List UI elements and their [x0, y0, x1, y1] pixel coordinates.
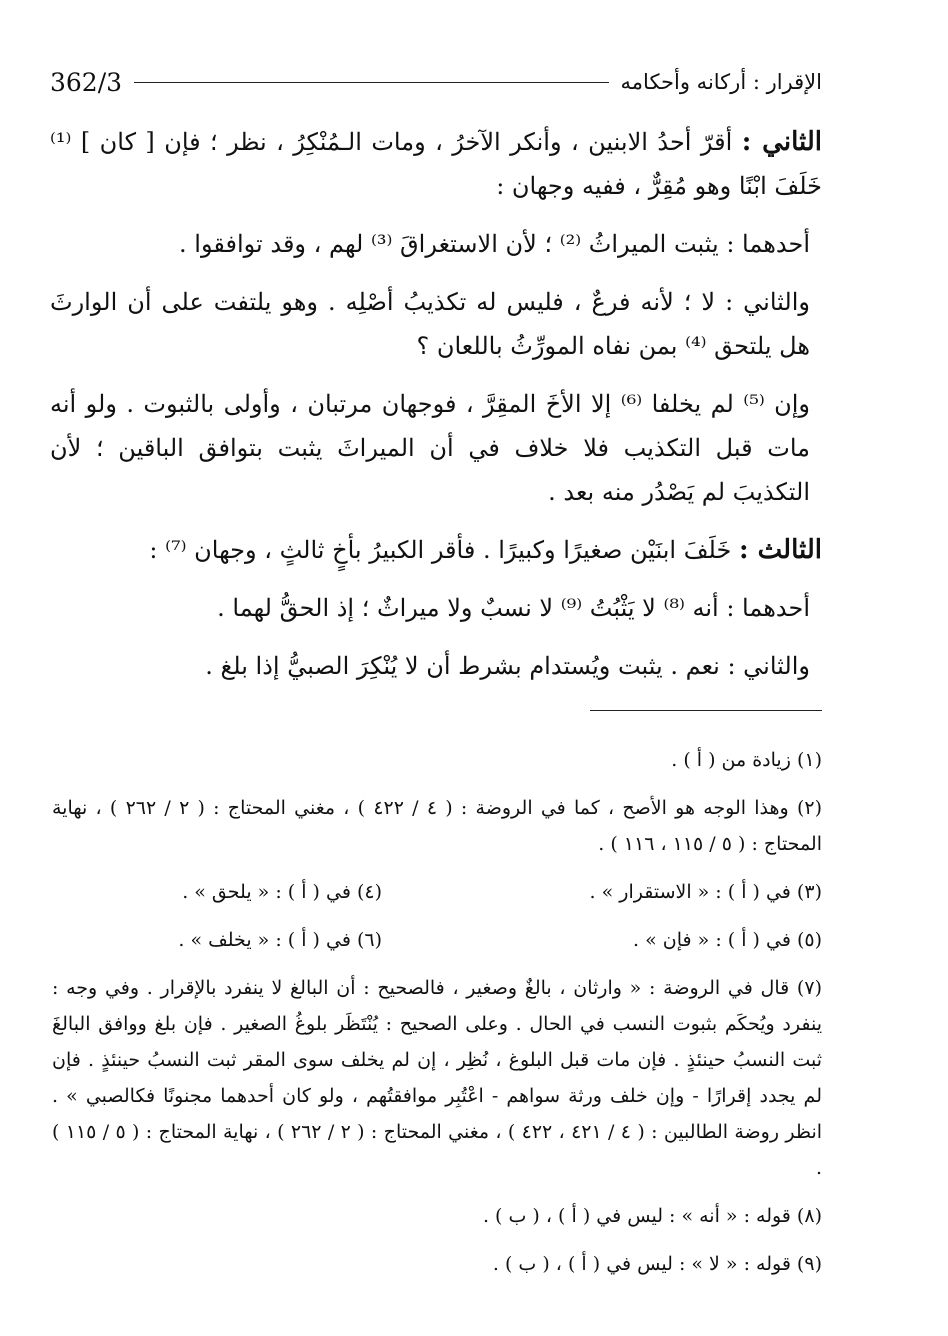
footnotes — [52, 742, 822, 1294]
main-text — [50, 120, 822, 702]
footnote-row-3-4 — [52, 874, 822, 910]
paragraph-third-first-view: أحدهما : أنه ⁽⁸⁾ لا يَثْبُتُ ⁽⁹⁾ لا نسبٌ ولا ميراثٌ ؛ إذ الحقُّ لهما . — [217, 594, 810, 622]
footnote-1: (١) زيادة من ( أ ) . — [671, 749, 822, 771]
paragraph-text: خَلَفَ ابنَيْن صغيرًا وكبيرًا . فأقر الكبيرُ بأخٍ ثالثٍ ، وجهان ⁽⁷⁾ : — [149, 536, 732, 564]
running-title: الإقرار : أركانه وأحكامه — [620, 70, 822, 94]
footnote-separator — [590, 710, 822, 711]
header-rule — [134, 82, 609, 83]
paragraph-second-view: والثاني : لا ؛ لأنه فرعٌ ، فليس له تكذيبُ أصْلِه . وهو يلتفت على أن الوارثَ هل يلتحق ⁽⁴⁾ بمن نفاه المورِّثُ باللعان ؟ — [50, 288, 810, 360]
footnote-row-5-6 — [52, 922, 822, 958]
section-lead-second: الثاني : — [741, 127, 822, 157]
footnote-7: (٧) قال في الروضة : « وارثان ، بالغٌ وصغير ، فالصحيح : أن البالغ لا ينفرد بالإقرار . وفي وجه : ينفرد ويُحكَم بثبوت النسب في الحال . وعلى الصحيح : يُنْتَظَر بلوغُ الصغير . فإن بلغ ووافق البالغَ ثبت النسبُ حينئذٍ . فإن مات قبل البلوغ ، نُظِر ، إن لم يخلف سوى المقر ثبت النسبُ حينئذٍ . فإن لم يجدد إقرارًا - وإن خلف ورثة سواهم - اعْتُبِر موافقتُهم ، ولو كان أحدهما مجنونًا فكالصبي » . انظر روضة الطالبين : ( ٤ / ٤٢١ ، ٤٢٢ ) ، مغني المحتاج : ( ٢ / ٢٦٢ ) ، نهاية المحتاج : ( ٥ / ١١٥ ) . — [52, 977, 823, 1179]
footnote-8: (٨) قوله : « أنه » : ليس في ( أ ) ، ( ب ) . — [482, 1205, 822, 1227]
paragraph-second-case — [50, 120, 822, 208]
paragraph-first-view: أحدهما : يثبت الميراثُ ⁽²⁾ ؛ لأن الاستغراقَ ⁽³⁾ لهم ، وقد توافقوا . — [179, 230, 810, 258]
footnote-2: (٢) وهذا الوجه هو الأصح ، كما في الروضة : ( ٤ / ٤٢٢ ) ، مغني المحتاج : ( ٢ / ٢٦٢ ) ، نهاية المحتاج : ( ٥ / ١١٥ ، ١١٦ ) . — [52, 797, 823, 855]
page-number: 362/3 — [50, 67, 123, 97]
footnote-9: (٩) قوله : « لا » : ليس في ( أ ) ، ( ب ) . — [492, 1253, 822, 1275]
paragraph-third-case — [50, 528, 822, 572]
footnote-6: (٦) في ( أ ) : « يخلف » . — [178, 929, 382, 951]
paragraph-text: أقرّ أحدُ الابنين ، وأنكر الآخرُ ، ومات الـمُنْكِرُ ، نظر ؛ فإن [ كان ] ⁽¹⁾ خَلَفَ ابْنًا وهو مُقِرٌّ ، ففيه وجهان : — [50, 128, 822, 200]
paragraph-if-not: وإن ⁽⁵⁾ لم يخلفا ⁽⁶⁾ إلا الأخَ المقِرَّ ، فوجهان مرتبان ، وأولى بالثبوت . ولو أنه مات قبل التكذيب فلا خلاف في أن الميراثَ يثبت بتوافق الباقين ؛ لأن التكذيبَ لم يَصْدُر منه بعد . — [50, 390, 811, 506]
footnote-5: (٥) في ( أ ) : « فإن » . — [633, 929, 822, 951]
footnote-4: (٤) في ( أ ) : « يلحق » . — [182, 881, 382, 903]
paragraph-third-second-view: والثاني : نعم . يثبت ويُستدام بشرط أن لا يُنْكِرَ الصبيُّ إذا بلغ . — [205, 652, 810, 680]
footnote-3: (٣) في ( أ ) : « الاستقرار » . — [589, 881, 822, 903]
page-header — [50, 62, 822, 102]
section-lead-third: الثالث : — [738, 535, 822, 565]
